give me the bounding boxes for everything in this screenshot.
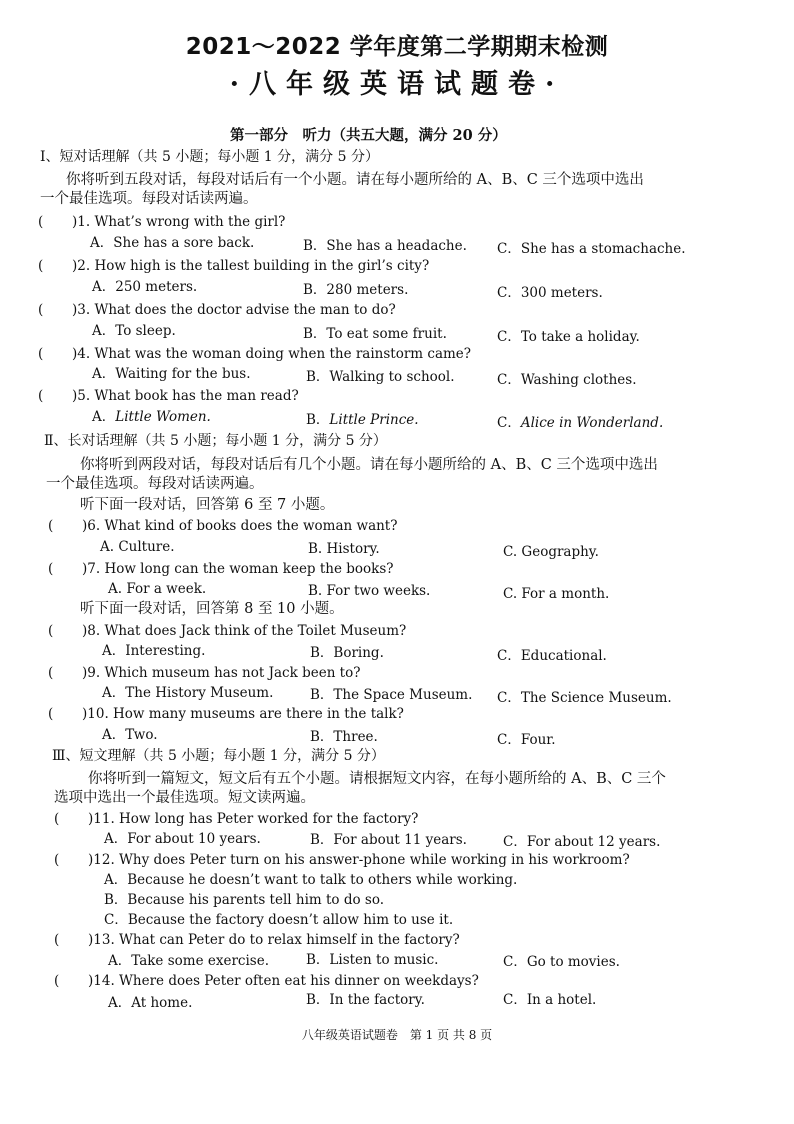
question-5: ( )5. What book has the man read?: [38, 388, 299, 404]
option-a: A．For about 10 years.: [104, 831, 261, 847]
option-c: C．Educational.: [497, 648, 607, 664]
answer-blank[interactable]: (: [54, 932, 60, 948]
answer-blank[interactable]: (: [48, 623, 54, 639]
option-c: C．For about 12 years.: [503, 834, 661, 850]
option-c: C．300 meters.: [497, 285, 603, 301]
option-a: A．250 meters.: [92, 279, 198, 295]
option-a: A．She has a sore back.: [90, 235, 255, 251]
question-12: ( )12. Why does Peter turn on his answer-phone while working in his workroom?: [54, 852, 630, 868]
answer-blank[interactable]: (: [54, 973, 60, 989]
option-b: B．Boring.: [310, 645, 384, 661]
answer-blank[interactable]: (: [38, 302, 44, 318]
question-4: ( )4. What was the woman doing when the rainstorm came?: [38, 346, 472, 362]
section-1-instruction: 你将听到五段对话，每段对话后有一个小题。请在每小题所给的 A、B、C 三个选项中选出: [66, 172, 644, 188]
section-2-instruction: 你将听到两段对话，每段对话后有几个小题。请在每小题所给的 A、B、C 三个选项中选出: [80, 457, 658, 473]
answer-blank[interactable]: (: [48, 518, 54, 534]
option-b: B．Little Prince.: [306, 412, 419, 428]
question-14: ( )14. Where does Peter often eat his dinner on weekdays?: [54, 973, 479, 989]
option-b: B．To eat some fruit.: [303, 326, 447, 342]
option-b: B．Because his parents tell him to do so.: [104, 892, 385, 908]
question-1: ( )1. What’s wrong with the girl?: [38, 214, 286, 230]
answer-blank[interactable]: (: [48, 706, 54, 722]
option-c: C．Washing clothes.: [497, 372, 637, 388]
answer-blank[interactable]: (: [38, 258, 44, 274]
section-1-heading: Ⅰ、短对话理解（共 5 小题；每小题 1 分，满分 5 分）: [40, 149, 379, 165]
question-3: ( )3. What does the doctor advise the man to do?: [38, 302, 396, 318]
answer-blank[interactable]: (: [54, 811, 60, 827]
section-3-heading: Ⅲ、短文理解（共 5 小题；每小题 1 分，满分 5 分）: [52, 748, 385, 764]
section-2-instruction-cont: 一个最佳选项。每段对话读两遍。: [46, 476, 264, 492]
option-c: C．Four.: [497, 732, 556, 748]
option-c: C．In a hotel.: [503, 992, 597, 1008]
answer-blank[interactable]: (: [54, 852, 60, 868]
option-a: A. For a week.: [108, 581, 207, 597]
option-c: C. Geography.: [503, 544, 599, 560]
question-7: ( )7. How long can the woman keep the books?: [48, 561, 394, 577]
book-title: Alice in Wonderland.: [520, 415, 664, 431]
question-10: ( )10. How many museums are there in the talk?: [48, 706, 404, 722]
option-a: A．The History Museum.: [102, 685, 274, 701]
book-title: Little Women.: [115, 409, 211, 425]
question-9: ( )9. Which museum has not Jack been to?: [48, 665, 361, 681]
option-b: B．The Space Museum.: [310, 687, 473, 703]
section-1-instruction-cont: 一个最佳选项。每段对话读两遍。: [40, 191, 258, 207]
option-c: C．To take a holiday.: [497, 329, 640, 345]
option-b: B．Listen to music.: [306, 952, 439, 968]
answer-blank[interactable]: (: [48, 665, 54, 681]
answer-blank[interactable]: (: [48, 561, 54, 577]
question-8: ( )8. What does Jack think of the Toilet Museum?: [48, 623, 407, 639]
option-b: B．In the factory.: [306, 992, 425, 1008]
option-b: B．She has a headache.: [303, 238, 467, 254]
exam-title: 2021～2022 学年度第二学期期末检测: [185, 34, 609, 60]
question-13: ( )13. What can Peter do to relax himself in the factory?: [54, 932, 460, 948]
dialogue-1-instruction: 听下面一段对话，回答第 6 至 7 小题。: [80, 497, 335, 513]
option-a: A．At home.: [108, 995, 193, 1011]
option-a: A．Waiting for the bus.: [92, 366, 251, 382]
option-c: C．She has a stomachache.: [497, 241, 686, 257]
option-b: B. History.: [308, 541, 380, 557]
option-a: A．Take some exercise.: [108, 953, 269, 969]
option-c: C．The Science Museum.: [497, 690, 672, 706]
question-2: ( )2. How high is the tallest building in the girl’s city?: [38, 258, 430, 274]
option-a: A．Two.: [102, 727, 158, 743]
option-a: A．Little Women.: [92, 409, 211, 425]
answer-blank[interactable]: (: [38, 214, 44, 230]
section-2-heading: Ⅱ、长对话理解（共 5 小题；每小题 1 分，满分 5 分）: [44, 433, 387, 449]
option-b: B. For two weeks.: [308, 583, 431, 599]
answer-blank[interactable]: (: [38, 346, 44, 362]
option-c: C. For a month.: [503, 586, 610, 602]
option-c: C．Because the factory doesn’t allow him to use it.: [104, 912, 454, 928]
section-3-instruction: 你将听到一篇短文，短文后有五个小题。请根据短文内容，在每小题所给的 A、B、C 三个: [88, 771, 666, 787]
option-a: A．Because he doesn’t want to talk to others while working.: [104, 872, 518, 888]
option-a: A．Interesting.: [102, 643, 206, 659]
part-one-title: 第一部分 听力（共五大题，满分 20 分）: [230, 127, 507, 144]
option-b: B．280 meters.: [303, 282, 409, 298]
dialogue-2-instruction: 听下面一段对话，回答第 8 至 10 小题。: [80, 601, 344, 617]
question-11: ( )11. How long has Peter worked for the factory?: [54, 811, 419, 827]
option-b: B．Three.: [310, 729, 378, 745]
exam-subtitle: ·八年级英语试题卷·: [229, 69, 565, 100]
option-b: B．Walking to school.: [306, 369, 455, 385]
option-a: A. Culture.: [100, 539, 175, 555]
option-c: C．Go to movies.: [503, 954, 620, 970]
book-title: Little Prince.: [329, 412, 419, 428]
question-6: ( )6. What kind of books does the woman want?: [48, 518, 398, 534]
section-3-instruction-cont: 选项中选出一个最佳选项。短文读两遍。: [54, 790, 315, 806]
option-c: C．Alice in Wonderland.: [497, 415, 664, 431]
option-a: A．To sleep.: [92, 323, 176, 339]
answer-blank[interactable]: (: [38, 388, 44, 404]
option-b: B．For about 11 years.: [310, 832, 467, 848]
page-footer: 八年级英语试题卷 第 1 页 共 8 页: [301, 1028, 493, 1042]
